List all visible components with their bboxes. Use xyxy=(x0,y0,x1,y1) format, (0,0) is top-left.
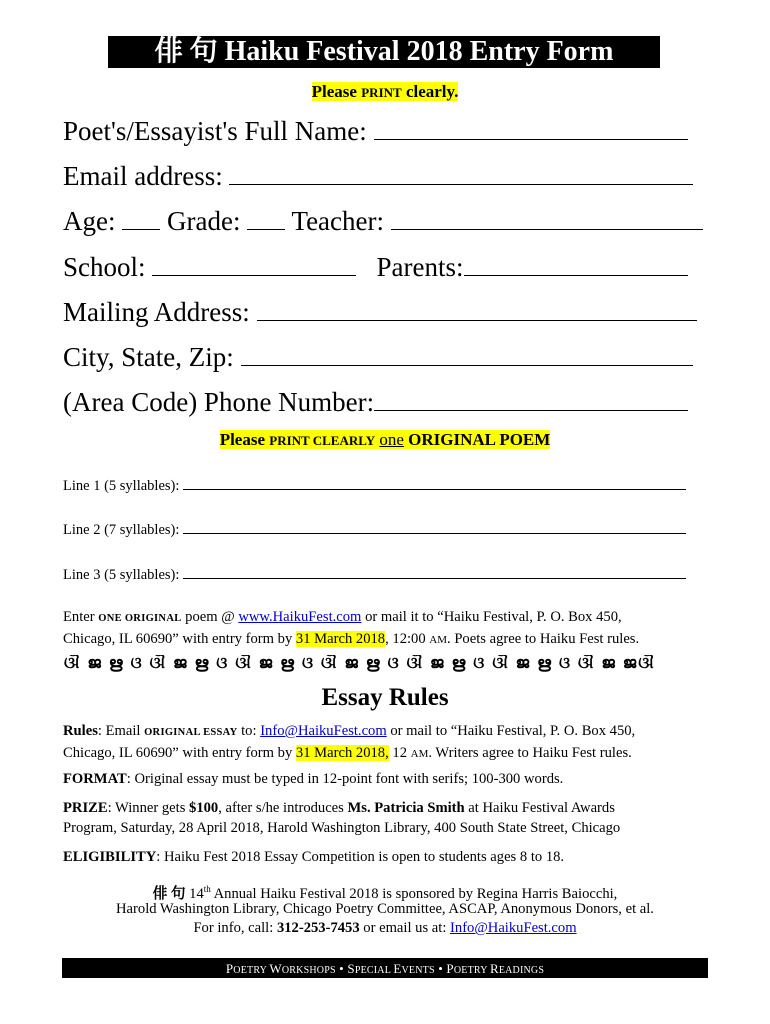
phone-blank[interactable] xyxy=(374,387,688,411)
email-field xyxy=(63,159,693,193)
poem-heading: Please PRINT CLEARLY one ORIGINAL POEM xyxy=(219,430,551,449)
teacher-label: Teacher: xyxy=(291,206,385,236)
poem-line-1-label: Line 1 (5 syllables): xyxy=(63,478,180,494)
essay-rules: Rules: Email ORIGINAL ESSAY to: Info@HaikuFest.com or mail to “Haiku Festival, P. O. Box 450, Chicago, IL 60690” with entry form by 31 March 2018, 12 AM. Writers agree to Haiku Fest rules. xyxy=(63,723,636,761)
phone-field xyxy=(63,385,688,419)
city-blank[interactable] xyxy=(241,342,693,366)
poem-line-2 xyxy=(63,521,686,539)
age-grade-teacher-row xyxy=(63,204,703,238)
sponsor-kanji: 俳 句 xyxy=(152,885,186,902)
age-blank[interactable] xyxy=(122,206,160,230)
essay-eligibility: ELIGIBILITY: Haiku Fest 2018 Essay Competition is open to students ages 8 to 18. xyxy=(63,849,565,865)
school-parents-row xyxy=(63,250,688,284)
school-blank[interactable] xyxy=(152,252,356,276)
footer-banner: POETRY WORKSHOPS • SPECIAL EVENTS • POETRY READINGS xyxy=(62,958,708,978)
deadline: 31 March 2018 xyxy=(295,631,386,647)
form-title xyxy=(108,36,660,68)
grade-label: Grade: xyxy=(166,206,241,236)
contact-info: For info, call: 312-253-7453 or email us at: Info@HaikuFest.com xyxy=(193,920,577,936)
city-label: City, State, Zip: xyxy=(63,342,234,372)
name-blank[interactable] xyxy=(374,116,688,140)
poem-line-1-blank[interactable] xyxy=(183,477,686,490)
title-text: Haiku Festival 2018 Entry Form xyxy=(224,36,614,67)
phone-label: (Area Code) Phone Number: xyxy=(63,387,375,417)
parents-blank[interactable] xyxy=(464,252,688,276)
parents-label: Parents: xyxy=(376,252,464,282)
poem-line-3-blank[interactable] xyxy=(183,566,686,579)
mailing-blank[interactable] xyxy=(257,297,697,321)
email-link[interactable]: Info@HaikuFest.com xyxy=(260,723,387,739)
city-field xyxy=(63,340,693,374)
essay-prize: PRIZE: Winner gets $100, after s/he introduces Ms. Patricia Smith at Haiku Festival Awards Program, Saturday, 28 April 2018, Harold Washington Library, 400 South State Street, Chicago xyxy=(63,800,621,836)
email-blank[interactable] xyxy=(229,161,693,185)
grade-blank[interactable] xyxy=(247,206,285,230)
school-label: School: xyxy=(63,252,146,282)
haiku-kanji: 俳 句 xyxy=(154,36,218,67)
email-label: Email address: xyxy=(63,161,223,191)
sponsor-line-2: Harold Washington Library, Chicago Poetry Committee, ASCAP, Anonymous Donors, et al. xyxy=(116,901,654,917)
poem-line-3 xyxy=(63,566,686,584)
name-field xyxy=(63,114,688,148)
poem-line-1 xyxy=(63,477,686,495)
age-label: Age: xyxy=(63,206,116,236)
ornament-divider: ଔ ജ ഋ ଓ ଔ ജ ഋ ଓ ଔ ജ ഋ ଓ ଔ ജ ഋ ଓ ଔ ജ ഋ ଓ ଔ ജ ഋ ଓ ଔ ജ ജଔ xyxy=(64,655,656,672)
poem-line-2-blank[interactable] xyxy=(183,521,686,534)
poem-line-3-label: Line 3 (5 syllables): xyxy=(63,567,180,583)
teacher-blank[interactable] xyxy=(391,206,703,230)
essay-rules-heading: Essay Rules xyxy=(321,684,449,711)
essay-deadline: 31 March 2018, xyxy=(295,745,389,761)
contact-phone: 312-253-7453 xyxy=(276,920,360,936)
mailing-label: Mailing Address: xyxy=(63,297,250,327)
sponsor-line-1: 俳 句 14th Annual Haiku Festival 2018 is sponsored by Regina Harris Baiocchi, xyxy=(152,884,618,902)
name-label: Poet's/Essayist's Full Name: xyxy=(63,116,367,146)
entry-instructions: Enter ONE ORIGINAL poem @ www.HaikuFest.com or mail it to “Haiku Festival, P. O. Box 450, Chicago, IL 60690” with entry form by 31 March 2018, 12:00 AM. Poets agree to Haiku Fest rules. xyxy=(63,609,640,647)
print-instruction: Please PRINT clearly. xyxy=(311,82,459,101)
poem-line-2-label: Line 2 (7 syllables): xyxy=(63,522,180,538)
contact-email-link[interactable]: Info@HaikuFest.com xyxy=(450,920,577,936)
website-link[interactable]: www.HaikuFest.com xyxy=(238,609,362,625)
essay-format: FORMAT: Original essay must be typed in 12-point font with serifs; 100-300 words. xyxy=(63,771,564,787)
mailing-field xyxy=(63,295,697,329)
